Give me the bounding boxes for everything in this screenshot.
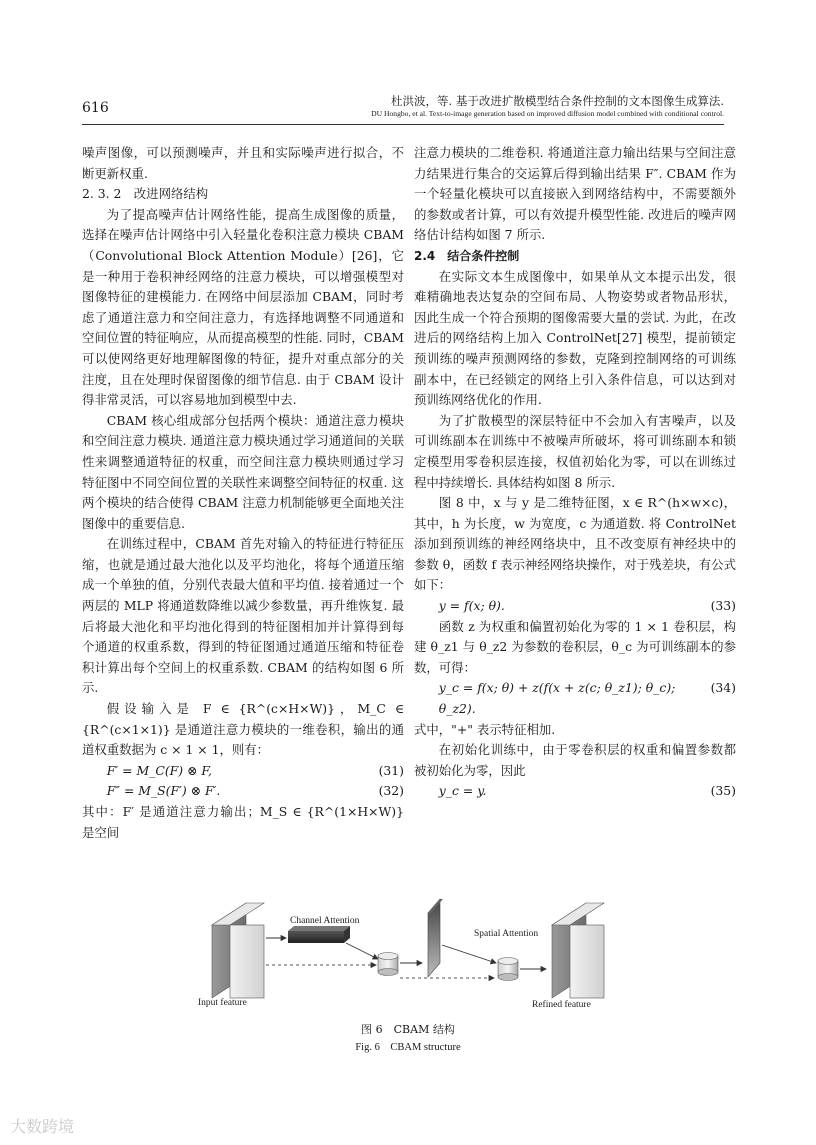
running-header-cn: 杜洪波，等. 基于改进扩散模型结合条件控制的文本图像生成算法. (391, 94, 724, 108)
equation-33: y = f(x; θ). (33) (438, 598, 736, 614)
paragraph: 在训练过程中，CBAM 首先对输入的特征进行特征压缩，也就是通过最大池化以及平均池化，将每个通道压缩成一个单独的值，分别代表最大值和平均值. 接着通过一个两层的 MLP 将通道数降维以减少参数量，再升维恢复. 最后将最大池化和平均池化得到的特征图相加并计算得到每个通道的权重系数，得到的特征图通过通道压缩和特征卷积计算出每个空间上的权重系数. CBAM 的结构如图 6 所示. (82, 536, 404, 696)
paragraph: 注意力模块的二维卷积. 将通道注意力输出结果与空间注意力结果进行集合的交运算后得到输出结果 F″. CBAM 作为一个轻量化模块可以直接嵌入到网络结构中，不需要额外的参数或者计算，可以有效提升模型性能. 改进后的噪声网络估计结构如图 7 所示. (414, 145, 736, 243)
spatial-multiply-cylinder (498, 958, 518, 981)
equation-34: y_c = f(x; θ) + z(f(x + z(c; θ_z1); θ_c); θ_z2). (34) (438, 680, 736, 717)
refined-feature-cube (552, 903, 604, 998)
channel-multiply-cylinder (378, 953, 398, 976)
input-feature-cube (212, 903, 264, 998)
paragraph: 假设输入是 F ∈ {R^(c×H×W)}，M_C ∈ {R^(c×1×1)} 是通道注意力模块的一维卷积，输出的通道权重数据为 c × 1 × 1，则有： (82, 701, 404, 758)
paragraph: 其中：F′ 是通道注意力输出；M_S ∈ {R^(1×H×W)} 是空间 (82, 804, 404, 840)
running-header-en: DU Hongbo, et al. Text-to-image generation based on improved diffusion model combined with conditional control. (371, 109, 724, 118)
spatial-attention-label: Spatial Attention (474, 929, 539, 939)
channel-attention-bar (288, 926, 350, 943)
paragraph: 函数 z 为权重和偏置初始化为零的 1 × 1 卷积层，构建 θ_z1 与 θ_z2 为参数的卷积层，θ_c 为可训练副本的参数，可得： (414, 618, 736, 675)
cbam-diagram (190, 893, 640, 1018)
equation-35: y_c = y. (35) (438, 783, 736, 799)
section-heading-2-3-2: 2. 3. 2 改进网络结构 (82, 186, 209, 202)
paragraph: 噪声图像，可以预测噪声，并且和实际噪声进行拟合，不断更新权重. (82, 145, 404, 181)
equation-32: F″ = M_S(F′) ⊗ F′. (32) (106, 783, 404, 799)
right-column (414, 143, 736, 802)
paragraph: 为了扩散模型的深层特征中不会加入有害噪声，以及可训练副本在训练中不被噪声所破坏，将可训练副本和锁定模型用零卷积层连接，权值初始化为零，可以在训练过程中持续增长. 具体结构如图 8 所示. (414, 412, 736, 490)
paragraph: 为了提高噪声估计网络性能，提高生成图像的质量，选择在噪声估计网络中引入轻量化卷积注意力模块 CBAM（Convolutional Block Attention Module）[26]，它是一种用于卷积神经网络的注意力模块，可以增强模型对图像特征的建模能力. 在网络中间层添加 CBAM，同时考虑了通道注意力和空间注意力，有选择地调整不同通道和空间位置的特征响应，从而提高模型的性能. 同时，CBAM 可以使网络更好地理解图像的特征，提升对重点部分的关注度，且在处理时保留图像的细节信息. 由于 CBAM 设计得非常灵活，可以容易地加到模型中去. (82, 206, 404, 408)
paragraph: CBAM 核心组成部分包括两个模块：通道注意力模块和空间注意力模块. 通道注意力模块通过学习通道间的关联性来调整通道特征的权重，而空间注意力模块则通过学习特征图中不同空间位置的关联性来调整空间特征的权重. 这两个模块的结合使得 CBAM 注意力机制能够更全面地关注图像中的重要信息. (82, 412, 404, 531)
refined-feature-label: Refined feature (532, 1000, 591, 1010)
paragraph: 在实际文本生成图像中，如果单从文本提示出发，很难精确地表达复杂的空间布局、人物姿势或者物品形状，因此生成一个符合预期的图像需要大量的尝试. 为此，在改进后的网络结构上加入 ControlNet[27] 模型，提前锁定预训练的噪声预测网络的参数，克隆到控制网络的可训练副本中，在已经锁定的网络上引入条件信息，可以达到对预训练网络优化的作用. (414, 268, 736, 408)
section-heading-2-4: 2.4 结合条件控制 (414, 248, 520, 263)
page-number: 616 (82, 100, 109, 116)
paragraph: 在初始化训练中，由于零卷积层的权重和偏置参数都被初始化为零，因此 (414, 742, 736, 778)
paragraph: 图 8 中，x 与 y 是二维特征图，x ∈ R^(h×w×c)，其中，h 为长度，w 为宽度，c 为通道数. 将 ControlNet 添加到预训练的神经网络块中，且不改变原有神经块中的参数 θ，函数 f 表示神经网络块操作，对于残差块，有公式如下： (414, 495, 736, 593)
left-column (82, 143, 404, 843)
header-rule (82, 124, 724, 125)
figure-caption-cn: 图 6 CBAM 结构 (361, 1023, 455, 1036)
watermark: 大数跨境 (10, 1117, 75, 1136)
figure-caption-en: Fig. 6 CBAM structure (355, 1042, 461, 1053)
spatial-attention-plane (428, 899, 443, 977)
paragraph: 式中，"+" 表示特征相加. (414, 721, 556, 737)
equation-31: F′ = M_C(F) ⊗ F, (31) (106, 762, 404, 778)
channel-attention-label: Channel Attention (290, 916, 360, 926)
input-feature-label: Input feature (198, 998, 247, 1008)
